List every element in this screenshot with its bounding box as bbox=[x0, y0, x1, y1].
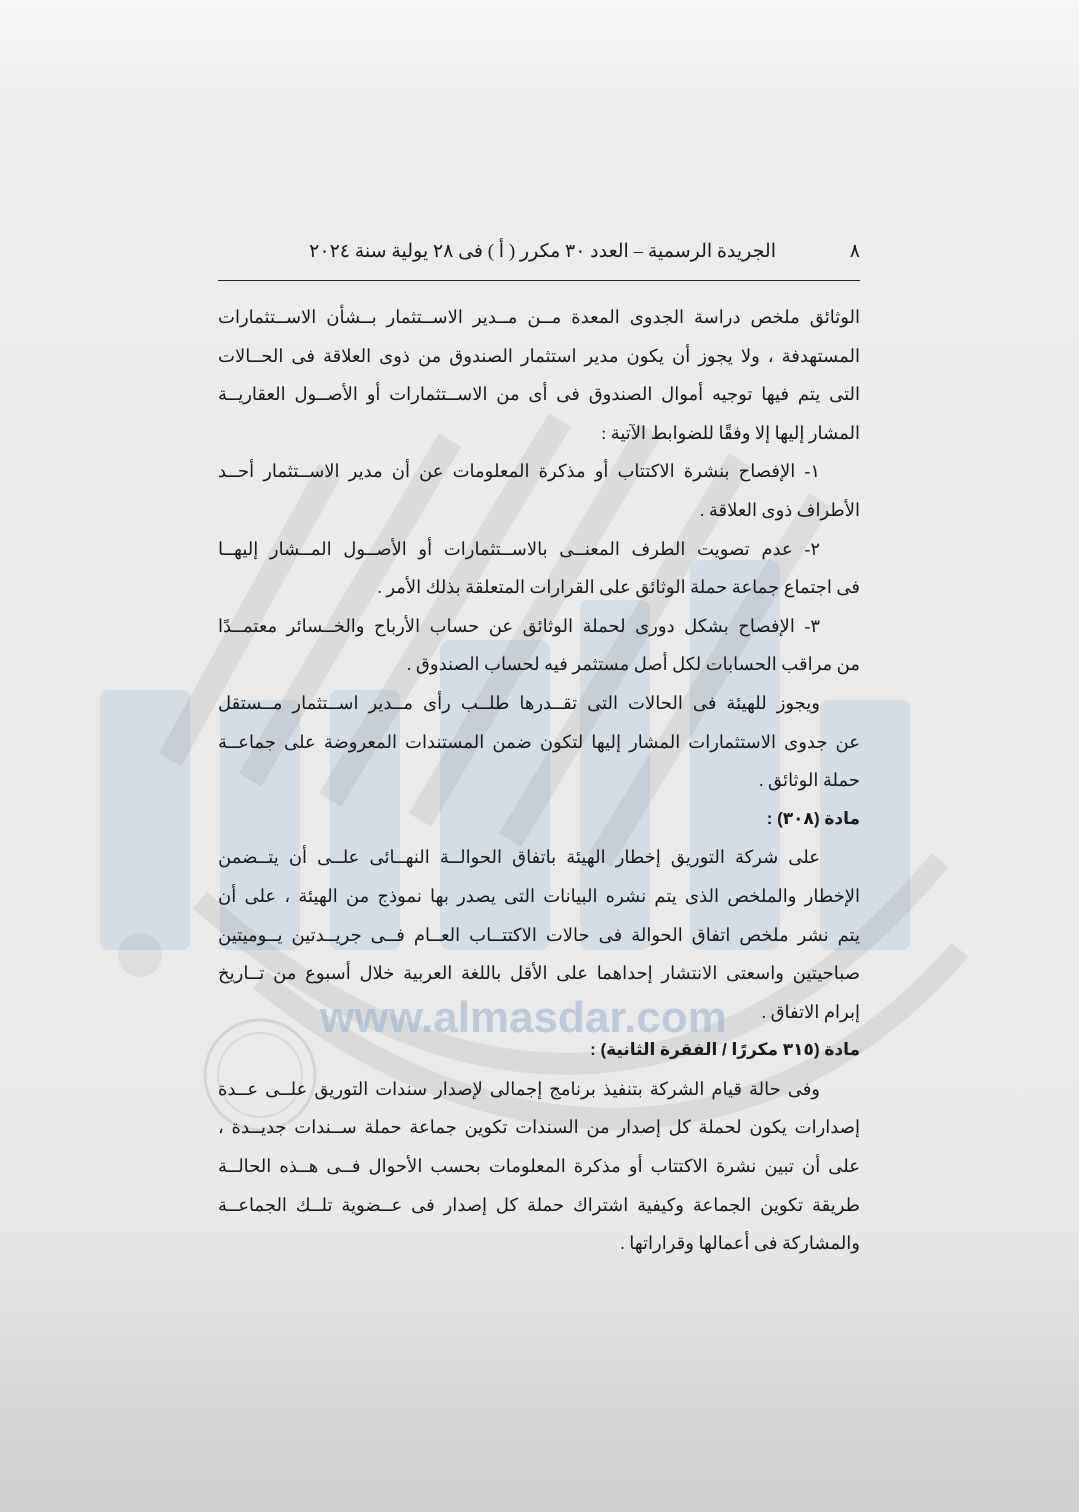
body-line: المستهدفة ، ولا يجوز أن يكون مدير استثمار الصندوق من ذوى العلاقة فى الحــالات bbox=[218, 345, 860, 366]
body-line: الإخطار والملخص الذى يتم نشره البيانات التى يصدر بها نموذج من الهيئة ، على أن bbox=[218, 885, 860, 906]
list-item: ١- الإفصاح بنشرة الاكتتاب أو مذكرة المعلومات عن أن مدير الاســتثمار أحــد bbox=[218, 461, 820, 482]
body-line: التى يتم فيها توجيه أموال الصندوق فى أى من الاســتثمارات أو الأصــول العقاريــة bbox=[218, 384, 860, 405]
paragraph-start: على شركة التوريق إخطار الهيئة باتفاق الحوالــة النهــائى علــى أن يتــضمن bbox=[218, 847, 820, 868]
body-line: الأطراف ذوى العلاقة . bbox=[699, 499, 860, 520]
article-heading: مادة (٣٠٨) : bbox=[766, 808, 860, 828]
body-line: الوثائق ملخص دراسة الجدوى المعدة مــن مــدير الاســتثمار بــشأن الاســتثمارات bbox=[218, 307, 860, 327]
body-line: والمشاركة فى أعمالها وقراراتها . bbox=[620, 1233, 860, 1254]
body-line: صباحيتين واسعتى الانتشار إحداهما على الأقل باللغة العربية خلال أسبوع من تــاريخ bbox=[218, 963, 860, 984]
header-title: الجريدة الرسمية – العدد ٣٠ مكرر ( أ ) فى ٢٨ يولية سنة ٢٠٢٤ bbox=[309, 241, 776, 262]
header-divider bbox=[218, 280, 860, 281]
body-line: إصدارات يكون لحملة كل إصدار من السندات تكوين جماعة حملة ســندات جديــدة ، bbox=[218, 1117, 860, 1138]
page-header bbox=[215, 236, 860, 270]
body-line: من مراقب الحسابات لكل أصل مستثمر فيه لحساب الصندوق . bbox=[406, 654, 860, 675]
list-item: ٢- عدم تصويت الطرف المعنــى بالاســتثمارات أو الأصــول المــشار إليهــا bbox=[218, 538, 820, 559]
body-line: حملة الوثائق . bbox=[759, 770, 860, 791]
paragraph-start: ويجوز للهيئة فى الحالات التى تقــدرها طلــب رأى مــدير اســتثمار مــستقل bbox=[218, 692, 821, 713]
body-line: المشار إليها إلا وفقًا للضوابط الآتية : bbox=[601, 422, 860, 443]
paragraph-start: وفى حالة قيام الشركة بتنفيذ برنامج إجمالى لإصدار سندات التوريق علــى عــدة bbox=[218, 1078, 820, 1099]
page-number: ٨ bbox=[849, 241, 860, 262]
list-item: ٣- الإفصاح بشكل دورى لحملة الوثائق عن حساب الأرباح والخــسائر معتمــدًا bbox=[218, 615, 820, 636]
article-body bbox=[218, 298, 860, 1263]
body-line: طريقة تكوين الجماعة وكيفية اشتراك حملة كل إصدار فى عــضوية تلــك الجماعــة bbox=[218, 1194, 860, 1215]
body-line: عن جدوى الاستثمارات المشار إليها لتكون ضمن المستندات المعروضة على جماعــة bbox=[218, 731, 860, 752]
watermark-url: www.almasdar.com bbox=[320, 993, 727, 1042]
article-heading: مادة (٣١٥ مكررًا / الفقرة الثانية) : bbox=[590, 1040, 860, 1060]
body-line: يتم نشر ملخص اتفاق الحوالة فى حالات الاكتتــاب العــام فــى جريــدتين يــوميتين bbox=[218, 924, 860, 945]
body-line: فى اجتماع جماعة حملة الوثائق على القرارات المتعلقة بذلك الأمر . bbox=[377, 577, 860, 598]
body-line: على أن تبين نشرة الاكتتاب أو مذكرة المعلومات بحسب الأحوال فــى هــذه الحالــة bbox=[218, 1156, 860, 1177]
body-line: إبرام الاتفاق . bbox=[761, 1001, 860, 1022]
